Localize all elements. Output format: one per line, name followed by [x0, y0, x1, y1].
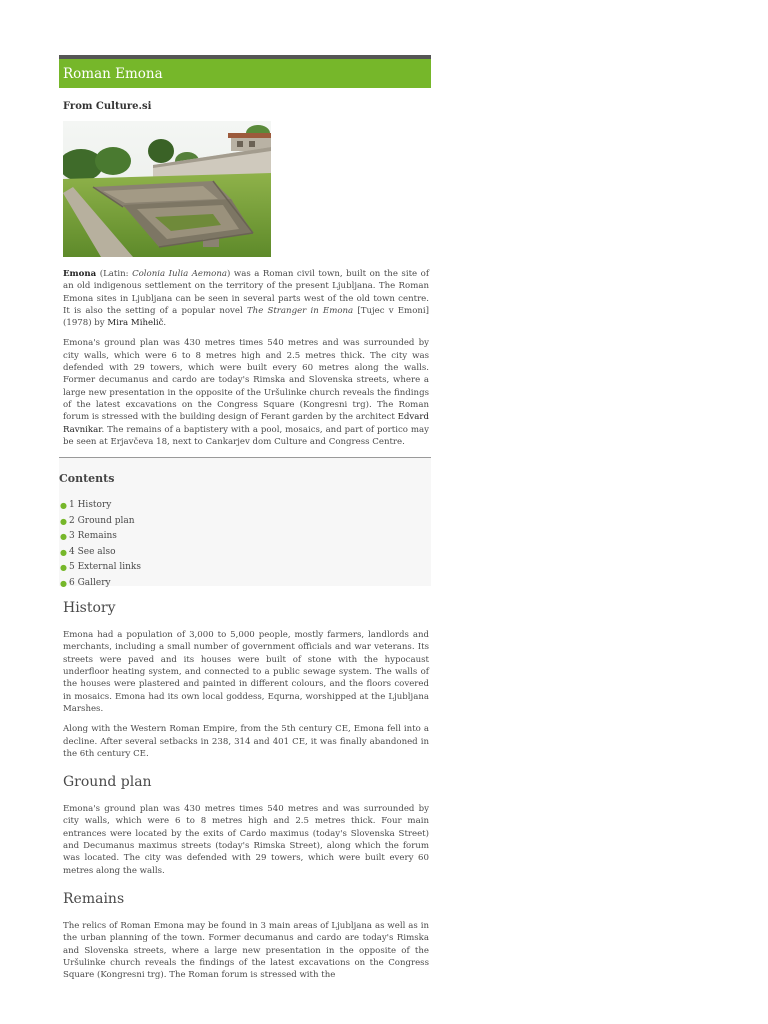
history-heading: History: [63, 600, 116, 617]
text-run: [Tujec v Emoni] (1978) by: [63, 305, 430, 329]
bullet-icon: ●: [60, 501, 67, 511]
toc-label: 1 History: [69, 500, 112, 511]
text-run: ) was a Roman civil town, built on the site of an old indigenous settlement on the territory of the present Ljubljana. The Roman Emona sites in Ljubljana can be seen in several parts west of the old town centre. It is also the setting of a popular novel: [63, 269, 430, 316]
text-run: (Latin:: [96, 269, 133, 279]
edvard-ravnikar-link[interactable]: Edvard Ravnikar: [63, 412, 429, 435]
toc-title: Contents: [59, 472, 115, 486]
title-bar: [59, 59, 431, 88]
toc-item-external-links[interactable]: [59, 560, 431, 576]
toc-label: 4 See also: [69, 546, 116, 557]
article: [59, 55, 431, 981]
bullet-icon: ●: [60, 563, 67, 573]
intro-paragraph-2: [63, 337, 429, 448]
toc-item-history[interactable]: [59, 498, 431, 514]
toc-label: 2 Ground plan: [69, 515, 135, 526]
toc-label: 6 Gallery: [69, 577, 111, 588]
table-of-contents: [59, 458, 431, 586]
remains-heading: Remains: [63, 890, 125, 907]
latin-name: Colonia Iulia Aemona: [132, 269, 228, 279]
history-paragraph-2: Along with the Western Roman Empire, from the 5th century CE, Emona fell into a decline. After several setbacks in 238, 314 and 401 CE, it was finally abandoned in the 6th century CE.: [63, 724, 429, 759]
toc-label: 5 External links: [69, 562, 142, 573]
emona-term: Emona: [63, 269, 97, 279]
ground-plan-paragraph: Emona's ground plan was 430 metres times 540 metres and was surrounded by city walls, which were 6 to 8 metres high and 2.5 metres thick. Four main entrances were located by the exits of Cardo maximus (today's Slovenska Street) and Decumanus maximus streets (today's Rimska Street), along which the forum was located. The city was defended with 29 towers, which were built every 60 metres along the walls.: [63, 804, 429, 876]
bullet-icon: ●: [60, 516, 67, 526]
toc-item-remains[interactable]: [59, 529, 431, 545]
ground-plan-heading: Ground plan: [63, 774, 152, 791]
history-paragraph-1: Emona had a population of 3,000 to 5,000 people, mostly farmers, landlords and merchants, including a small number of government officials and war veterans. Its streets were paved and its houses were built of stone with the hypocaust underfloor heating system, and connected to a public sewage system. The walls of the houses were plastered and painted in different colours, and the floors covered in mosaics. Emona had its own local goddess, Equrna, worshipped at the Ljubljana Marshes.: [63, 630, 429, 714]
page-title: Roman Emona: [63, 65, 163, 82]
text-run: .: [163, 318, 167, 329]
text-run: . The remains of a baptistery with a pool, mosaics, and part of portico may be seen at Erjavčeva 18, next to Cankarjev dom Culture and Congress Centre.: [63, 424, 429, 447]
bullet-icon: ●: [60, 547, 67, 557]
remains-paragraph: The relics of Roman Emona may be found in 3 main areas of Ljubljana as well as in the urban planning of the town. Former decumanus and cardo are today's Rimska and Slovenska streets, where a large new presentation in the opposite of the Uršulinke church reveals the findings of the latest excavations on the Congress Square (Kongresni trg). The Roman forum is stressed with the: [63, 920, 429, 981]
toc-label: 3 Remains: [69, 531, 117, 542]
novel-title: The Stranger in Emona: [246, 305, 354, 316]
intro-paragraph-1: [63, 268, 429, 329]
toc-item-ground-plan[interactable]: [59, 514, 431, 530]
roman-ruins-photo: [63, 121, 271, 257]
mira-mihelic-link[interactable]: Mira Mihelič: [107, 318, 164, 329]
toc-item-gallery[interactable]: [59, 576, 431, 592]
toc-item-see-also[interactable]: [59, 545, 431, 561]
toc-list: [59, 498, 431, 591]
source-line: From Culture.si: [63, 101, 152, 112]
bullet-icon: ●: [60, 578, 67, 588]
text-run: Emona's ground plan was 430 metres times 540 metres and was surrounded by city walls, which were 6 to 8 metres high and 2.5 metres thick. The city was defended with 29 towers, which were built every 60 metres along the walls. Former decumanus and cardo are today's Rimska and Slovenska streets, where a large new presentation in the opposite of the Uršulinke church reveals the findings of the latest excavations on the Congress Square (Kongresni trg). The Roman forum is stressed with the building design of Ferant garden by the architect: [63, 338, 429, 423]
bullet-icon: ●: [60, 532, 67, 542]
